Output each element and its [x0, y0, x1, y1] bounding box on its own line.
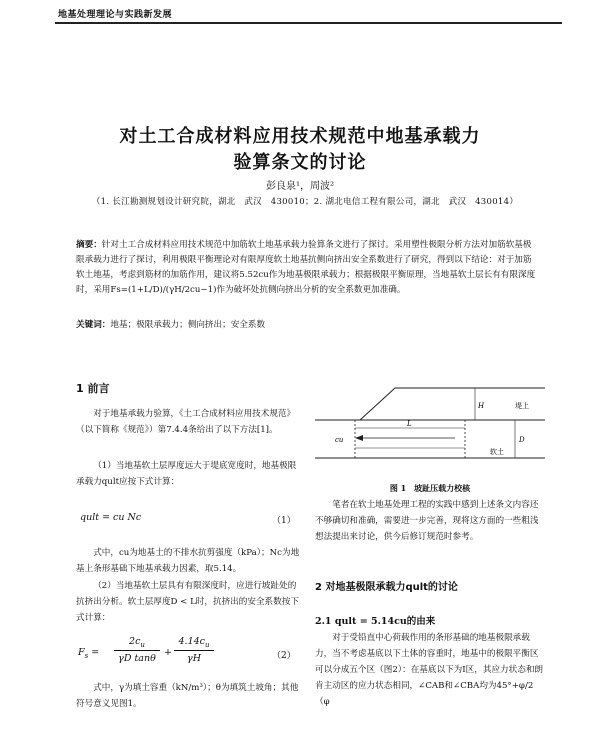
equation-2-number: （2）	[272, 651, 296, 661]
section-1-p4: （2）当地基软土层具有有限深度时，应进行坡趾处的抗挤出分析。软土层厚度D < L时，抗挤出的安全系数按下式计算：	[76, 581, 299, 623]
section-2-p1: 对于受铅直中心荷载作用的条形基础的地基极限承载力，当不考虑基底以下土体的容重时，地基中的极限平衡区可以分成五个区（图2）：在基底以下为Ⅰ区，其应力状态和朗肯主动区的应力状态相同，∠CAB和∠CBA均为45°+φ/2（φ	[315, 633, 544, 707]
keywords	[76, 318, 536, 330]
keywords-text: 地基；极限承载力；侧向挤出；安全系数	[110, 320, 266, 330]
equation-1: qult = cu Nc	[80, 512, 142, 523]
figure-label-l: L	[407, 420, 412, 428]
section-2-heading: 2 对地基极限承载力qult的讨论	[315, 582, 458, 593]
section-1-p2: （1）当地基软土层厚度远大于堤底宽度时，地基极限承载力qult应按下式计算：	[76, 461, 297, 487]
section-1-p3: 式中，cu为地基土的不排水抗剪强度（kPa）；Nc为地基上条形基础下地基承载力因素，取5.14。	[76, 548, 300, 574]
abstract	[76, 238, 536, 298]
figure-label-soft-soil: 软土	[490, 448, 504, 456]
keywords-label: 关键词：	[76, 320, 111, 330]
section-1-p1: 对于地基承载力验算，《土工合成材料应用技术规范》（以下简称《规范》）第7.4.4条给出了以下方法[1]。	[76, 409, 296, 435]
figure-label-h: H	[478, 402, 485, 410]
section-1-p5: 式中，γ为填土容重（kN/m³）；θ为填筑土坡角；其他符号意义见图1。	[76, 683, 299, 709]
header-rule	[55, 22, 562, 24]
figure-label-d: D	[519, 436, 525, 444]
section-2-1-heading: 2.1 qult = 5.14cu的由来	[315, 616, 436, 627]
section-1-heading: 1 前言	[76, 382, 110, 395]
title-line-2: 验算条文的讨论	[233, 152, 367, 173]
right-intro-paragraph: 笔者在软土地基处理工程的实践中感到上述条文内容还不够确切和准确，需要进一步完善，现将这方面的一些粗浅想法提出来讨论，供今后修订规范时参考。	[315, 500, 539, 542]
figure-label-cu: cu	[335, 436, 344, 444]
authors: 彭良泉¹，周波²	[265, 181, 335, 192]
figure-label-fill: 堤上	[515, 402, 529, 410]
figure-1-caption: 图 1 坡趾压载力校核	[389, 483, 471, 493]
equation-2: $F_s$ = $2c_u$ γD tanθ + $4.14c_u$ γH	[78, 636, 278, 670]
affiliation: （1. 长江勘测规划设计研究院，湖北 武汉 430010；2. 湖北电信工程有限公司，湖北 武汉 430014）	[91, 197, 519, 207]
abstract-label: 摘要：	[76, 240, 102, 250]
title-line-1: 对土工合成材料应用技术规范中地基承载力	[119, 126, 481, 147]
equation-1-number: （1）	[272, 516, 296, 526]
figure-1-diagram	[315, 378, 545, 478]
abstract-text: 针对土工合成材料应用技术规范中加筋软土地基承载力验算条文进行了探讨。采用塑性极限分析方法对加筋软基极限承载力进行了探讨，利用极限平衡理论对有限厚度软土地基抗侧向挤出安全系数进行了研究，得到以下结论：对于加筋软土地基，考虑到筋材的加筋作用，建议将5.52cu作为地基极限承载力；根据极限平衡原理，当地基软土层长有有限深度时，采用Fs=(1+L/D)/(γH/2cu−1)作为破坏处抗侧向挤出分析的安全系数更加准确。	[76, 240, 536, 295]
journal-header: 地基处理理论与实践新发展	[58, 10, 173, 20]
